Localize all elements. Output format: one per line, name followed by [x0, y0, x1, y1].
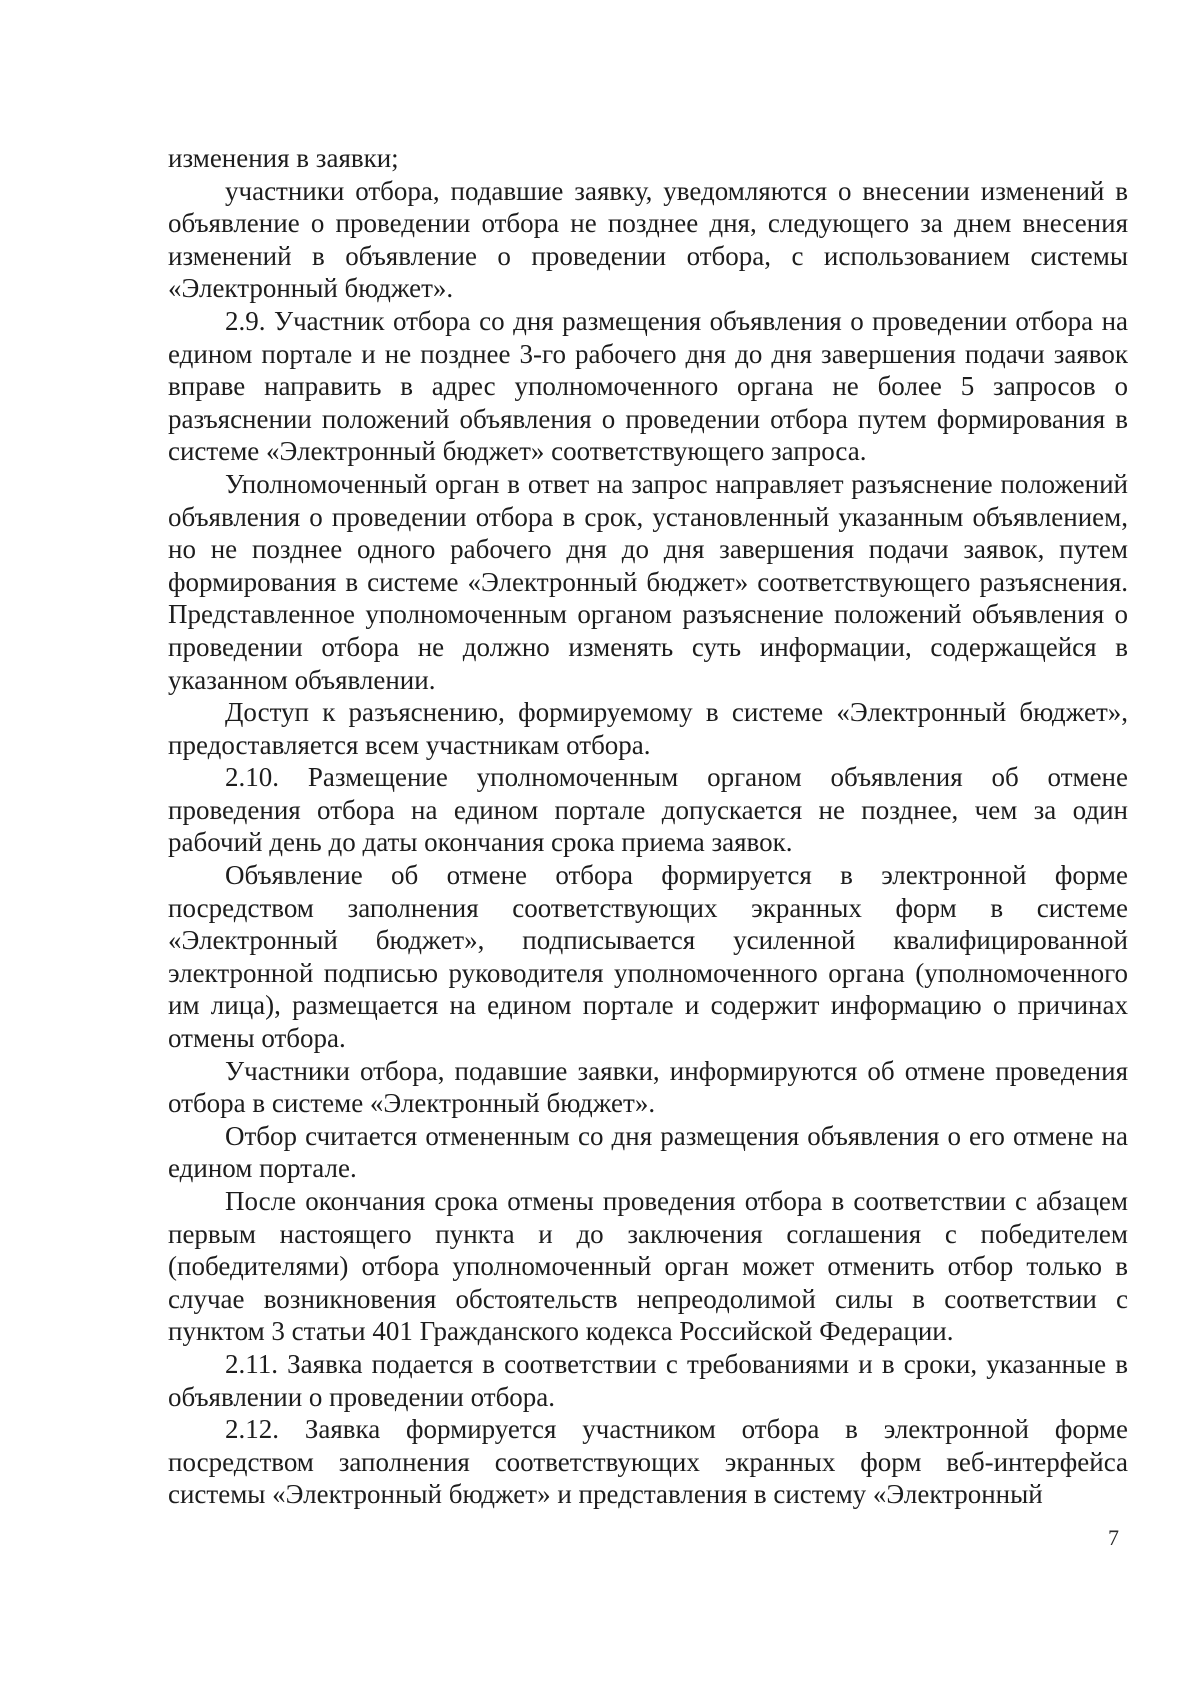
paragraph-2-9: 2.9. Участник отбора со дня размещения объявления о проведении отбора на едином портале и не позднее 3-го рабочего дня до дня завершения подачи заявок вправе направить в адрес уполномоченного органа не более 5 запросов о разъяснении положений объявления о проведении отбора путем формирования в системе «Электронный бюджет» соответствующего запроса. — [168, 305, 1128, 467]
paragraph-continuation: изменения в заявки; — [168, 143, 399, 173]
document-body — [168, 142, 1128, 1511]
paragraph-2-11: 2.11. Заявка подается в соответствии с требованиями и в сроки, указанные в объявлении о проведении отбора. — [168, 1348, 1128, 1412]
paragraph-2-10: 2.10. Размещение уполномоченным органом объявления об отмене проведения отбора на едином портале допускается не позднее, чем за один рабочий день до даты окончания срока приема заявок. — [168, 762, 1128, 858]
paragraph-participants-notified: участники отбора, подавшие заявку, уведомляются о внесении изменений в объявление о проведении отбора не позднее дня, следующего за днем внесения изменений в объявление о проведении отбора, с использованием системы «Электронный бюджет». — [168, 175, 1128, 304]
paragraph-clarification-response: Уполномоченный орган в ответ на запрос направляет разъяснение положений объявления о проведении отбора в срок, установленный указанным объявлением, но не позднее одного рабочего дня до дня завершения подачи заявок, путем формирования в системе «Электронный бюджет» соответствующего разъяснения. Представленное уполномоченным органом разъяснение положений объявления о проведении отбора не должно изменять суть информации, содержащейся в указанном объявлении. — [168, 468, 1128, 695]
page-number: 7 — [1108, 1525, 1119, 1550]
paragraph-force-majeure: После окончания срока отмены проведения отбора в соответствии с абзацем первым настоящего пункта и до заключения соглашения с победителем (победителями) отбора уполномоченный орган может отменить отбор только в случае возникновения обстоятельств непреодолимой силы в соответствии с пунктом 3 статьи 401 Гражданского кодекса Российской Федерации. — [168, 1186, 1128, 1347]
paragraph-participants-informed: Участники отбора, подавшие заявки, информируются об отмене проведения отбора в системе «Электронный бюджет». — [168, 1055, 1128, 1119]
paragraph-2-12: 2.12. Заявка формируется участником отбора в электронной форме посредством заполнения соответствующих экранных форм веб-интерфейса системы «Электронный бюджет» и представления в систему «Электронный — [168, 1414, 1128, 1510]
paragraph-selection-cancelled: Отбор считается отмененным со дня размещения объявления о его отмене на едином портале. — [168, 1120, 1128, 1184]
paragraph-cancellation-notice: Объявление об отмене отбора формируется в электронной форме посредством заполнения соответствующих экранных форм в системе «Электронный бюджет», подписывается усиленной квалифицированной электронной подписью руководителя уполномоченного органа (уполномоченного им лица), размещается на едином портале и содержит информацию о причинах отмены отбора. — [168, 860, 1128, 1054]
paragraph-clarification-access: Доступ к разъяснению, формируемому в системе «Электронный бюджет», предоставляется всем участникам отбора. — [168, 697, 1128, 760]
